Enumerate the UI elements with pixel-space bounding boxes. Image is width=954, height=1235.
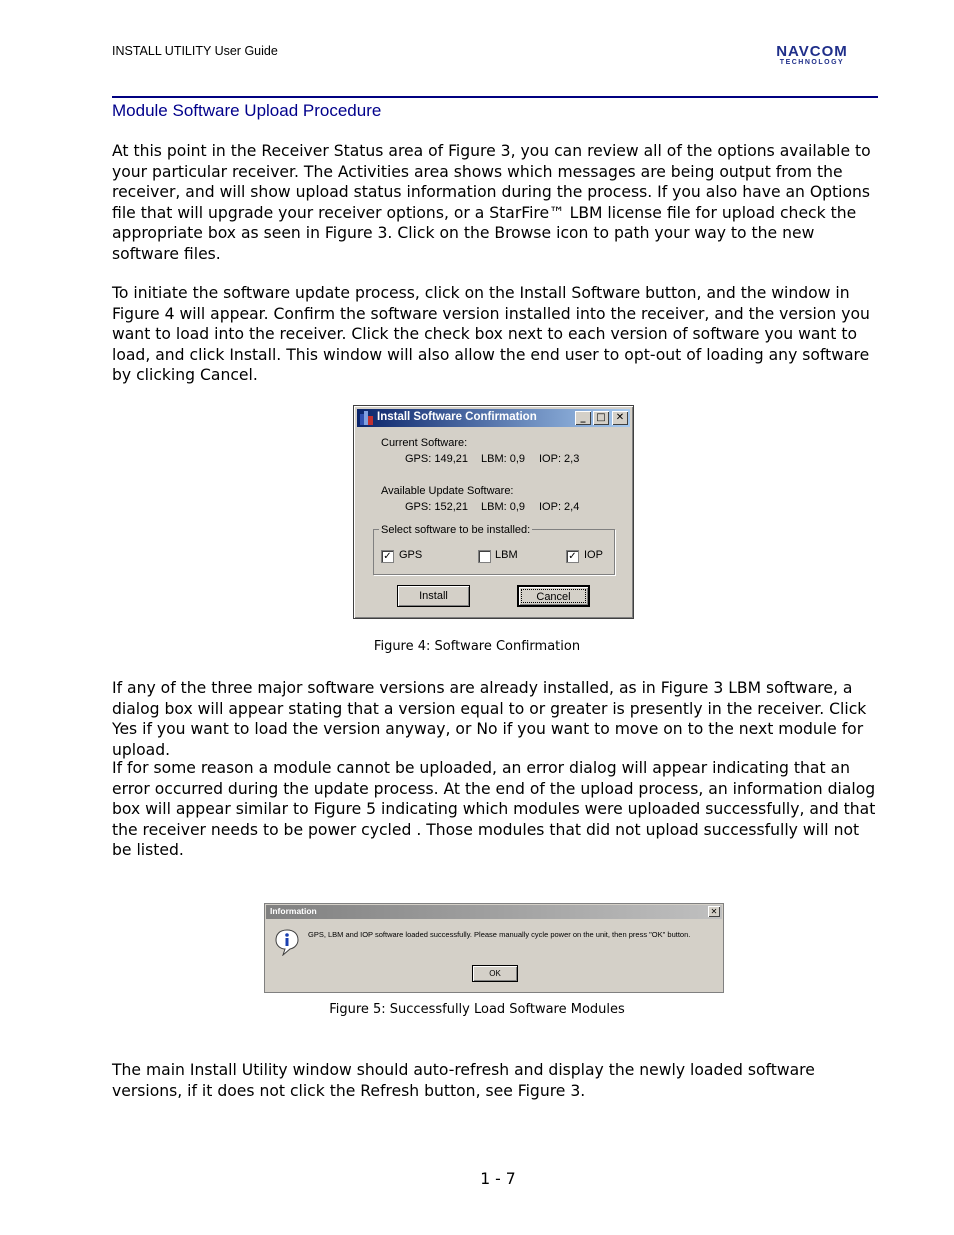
current-software-label: Current Software: bbox=[381, 437, 468, 449]
available-iop-version: IOP: 2,4 bbox=[539, 501, 580, 513]
figure-5-caption: Figure 5: Successfully Load Software Modules bbox=[329, 1002, 625, 1017]
current-gps-version: GPS: 149,21 bbox=[405, 453, 468, 465]
figure-4-caption: Figure 4: Software Confirmation bbox=[373, 639, 581, 654]
paragraph-upload-errors: If for some reason a module cannot be uploaded, an error dialog will appear indicating that an error occurred during the update process. At the end of the upload process, an information dialog box will appear similar to Figure 5 indicating which modules were uploaded successfully, and that the receiver needs to be power cycled . Those modules that did not upload successfully will not be listed. bbox=[112, 759, 876, 860]
paragraph-receiver-status: At this point in the Receiver Status area of Figure 3, you can review all of the options available to your particular receiver. The Activities area shows which messages are being output from the receiver, and will show upload status information during the process. If you also have an Options file that will upgrade your receiver options, or a StarFire™ LBM license file for upload check the appropriate box as seen in Figure 3. Click on the Browse icon to path your way to the new software files. bbox=[112, 142, 871, 263]
install-confirmation-dialog bbox=[353, 405, 634, 619]
gps-checkbox[interactable]: ✓ bbox=[381, 550, 394, 563]
navcom-logo bbox=[750, 42, 874, 66]
paragraph-existing-versions: If any of the three major software versions are already installed, as in Figure 3 LBM software, a dialog box will appear stating that a version equal to or greater is presently in the receiver. Click Yes if you want to load the version anyway, or No if you want to move on to the next module for upload. bbox=[112, 679, 867, 759]
maximize-button[interactable]: □ bbox=[593, 411, 609, 425]
app-icon bbox=[360, 411, 373, 425]
information-dialog bbox=[264, 903, 724, 993]
current-iop-version: IOP: 2,3 bbox=[539, 453, 580, 465]
dialog-title: Install Software Confirmation bbox=[377, 411, 537, 423]
available-lbm-version: LBM: 0,9 bbox=[481, 501, 526, 513]
header-rule bbox=[112, 96, 878, 98]
logo-subword: TECHNOLOGY bbox=[779, 59, 845, 66]
select-software-label: Select software to be installed: bbox=[381, 524, 531, 536]
info-title: Information bbox=[270, 906, 317, 916]
gps-checkbox-label: GPS bbox=[399, 549, 423, 561]
ok-button[interactable]: OK bbox=[472, 965, 518, 982]
page-number: 1 - 7 bbox=[480, 1170, 516, 1188]
info-titlebar[interactable] bbox=[266, 905, 722, 919]
iop-checkbox[interactable]: ✓ bbox=[566, 550, 579, 563]
info-close-button[interactable]: ✕ bbox=[708, 906, 720, 917]
available-software-label: Available Update Software: bbox=[381, 485, 514, 497]
section-heading: Module Software Upload Procedure bbox=[112, 101, 382, 120]
logo-word: NAVCOM bbox=[776, 43, 848, 60]
paragraph-auto-refresh: The main Install Utility window should auto-refresh and display the newly loaded software versions, if it does not click the Refresh button, see Figure 3. bbox=[112, 1061, 815, 1100]
lbm-checkbox-label: LBM bbox=[495, 549, 518, 561]
available-gps-version: GPS: 152,21 bbox=[405, 501, 468, 513]
document-header-title: INSTALL UTILITY User Guide bbox=[112, 44, 278, 58]
info-icon bbox=[274, 928, 300, 956]
iop-checkbox-label: IOP bbox=[584, 549, 603, 561]
install-button[interactable]: Install bbox=[397, 585, 470, 607]
dialog-titlebar[interactable] bbox=[357, 409, 630, 427]
current-lbm-version: LBM: 0,9 bbox=[481, 453, 526, 465]
paragraph-initiate-update: To initiate the software update process, click on the Install Software button, and the window in Figure 4 will appear. Confirm the software version installed into the receiver, and the version you want to load into the receiver. Click the check box next to each version of software you want to load, and click Install. This window will also allow the end user to opt-out of loading any software by clicking Cancel. bbox=[112, 284, 870, 385]
close-button[interactable]: ✕ bbox=[612, 411, 628, 425]
lbm-checkbox[interactable] bbox=[478, 550, 491, 563]
minimize-button[interactable]: _ bbox=[575, 411, 591, 425]
info-message: GPS, LBM and IOP software loaded successfully. Please manually cycle power on the unit, then press "OK" button. bbox=[308, 930, 691, 939]
cancel-button[interactable]: Cancel bbox=[517, 585, 590, 607]
